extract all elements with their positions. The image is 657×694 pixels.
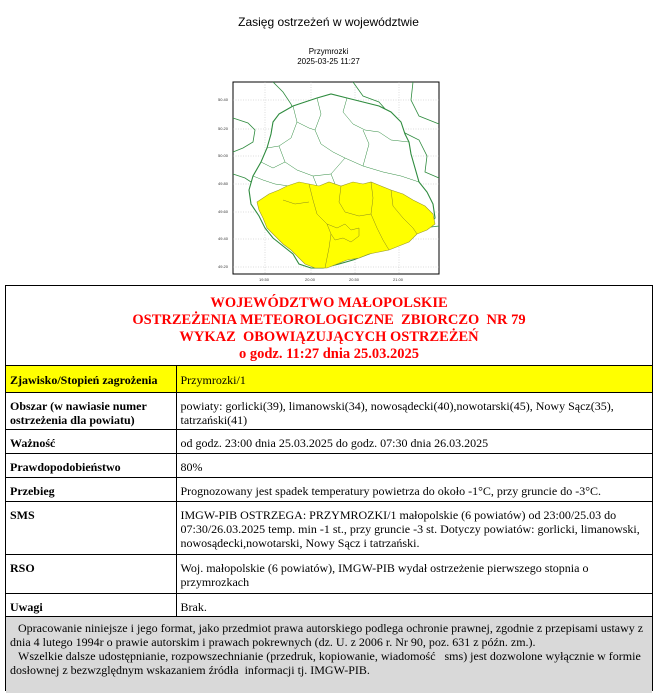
- warning-table: [6, 366, 652, 617]
- x-tick-4: 21.00: [393, 277, 404, 282]
- label-probability: Prawdopodobieństwo: [6, 453, 176, 477]
- row-area: [6, 392, 652, 429]
- y-tick-2: 50.20: [218, 126, 229, 131]
- value-rso: Woj. małopolskie (6 powiatów), IMGW-PIB wydał ostrzeżenie pierwszego stopnia o przymrozkach: [176, 554, 652, 593]
- row-rso: [6, 554, 652, 593]
- value-sms: IMGW-PIB OSTRZEGA: PRZYMROZKI/1 małopolskie (6 powiatów) od 23:00/25.03 do 07:30/26.03.2025 temp. min -1 st., przy gruncie -3 st. Dotyczy powiatów: gorlicki, limanowski, nowosądecki,nowotarski, Nowy Sącz i tatrzański.: [176, 501, 652, 554]
- document-header: [6, 286, 652, 366]
- value-area: powiaty: gorlicki(39), limanowski(34), nowosądecki(40),nowotarski(45), Nowy Sącz(35), tatrzański(41): [176, 392, 652, 429]
- redistribution-paragraph: Wszelkie dalsze udostępnianie, rozpowszechnianie (przedruk, kopiowanie, wiadomość sms) jest dozwolone wyłącznie w formie dosłownej z bezwzględnym wskazaniem źródła informacji tj. IMGW-PIB.: [10, 648, 644, 677]
- copyright-paragraph: Opracowanie niniejsze i jego format, jako przedmiot prawa autorskiego podlega ochronie prawnej, zgodnie z przepisami ustawy z dnia 4 lutego 1994r o prawie autorskim i prawach pokrewnych (dz. U. z 2006 r. Nr 90, poz. 631 z późn. zm.).: [10, 620, 644, 649]
- header-issue-time: o godz. 11:27 dnia 25.03.2025: [238, 346, 420, 362]
- y-tick-1: 50.40: [218, 97, 229, 102]
- row-remarks: [6, 593, 652, 616]
- value-course: Prognozowany jest spadek temperatury powietrza do około -1°C, przy gruncie do -3°C.: [176, 477, 652, 501]
- map-caption-phenomenon: Przymrozki: [308, 47, 349, 56]
- x-tick-1: 19.50: [259, 277, 270, 282]
- warning-document: [5, 285, 653, 691]
- label-area: Obszar (w nawiasie numer ostrzeżenia dla powiatu): [6, 392, 176, 429]
- row-probability: [6, 453, 652, 477]
- y-tick-5: 49.60: [218, 209, 229, 214]
- value-phenomenon: Przymrozki/1: [176, 366, 652, 392]
- header-voivodeship: WOJEWÓDZTWO MAŁOPOLSKIE: [210, 295, 448, 311]
- value-validity: od godz. 23:00 dnia 25.03.2025 do godz. 07:30 dnia 26.03.2025: [176, 429, 652, 453]
- warning-map: [213, 78, 449, 284]
- y-tick-6: 49.40: [218, 236, 229, 241]
- page-title: Zasięg ostrzeżeń w województwie: [238, 15, 419, 29]
- y-tick-3: 50.00: [218, 153, 229, 158]
- copyright-notice: [6, 617, 652, 693]
- label-validity: Ważność: [6, 429, 176, 453]
- label-phenomenon: Zjawisko/Stopień zagrożenia: [6, 366, 176, 392]
- label-rso: RSO: [6, 554, 176, 593]
- label-sms: SMS: [6, 501, 176, 554]
- row-phenomenon: [6, 366, 652, 392]
- x-tick-3: 20.50: [349, 277, 360, 282]
- value-remarks: Brak.: [176, 593, 652, 616]
- value-probability: 80%: [176, 453, 652, 477]
- y-tick-4: 49.80: [218, 181, 229, 186]
- label-remarks: Uwagi: [6, 593, 176, 616]
- row-course: [6, 477, 652, 501]
- map-caption-datetime: 2025-03-25 11:27: [297, 57, 360, 66]
- row-sms: [6, 501, 652, 554]
- header-bulletin-number: OSTRZEŻENIA METEOROLOGICZNE ZBIORCZO NR 79: [132, 312, 526, 328]
- x-tick-2: 20.00: [305, 277, 316, 282]
- y-tick-7: 49.20: [218, 264, 229, 269]
- row-validity: [6, 429, 652, 453]
- label-course: Przebieg: [6, 477, 176, 501]
- header-list-title: WYKAZ OBOWIĄZUJĄCYCH OSTRZEŻEŃ: [179, 329, 479, 345]
